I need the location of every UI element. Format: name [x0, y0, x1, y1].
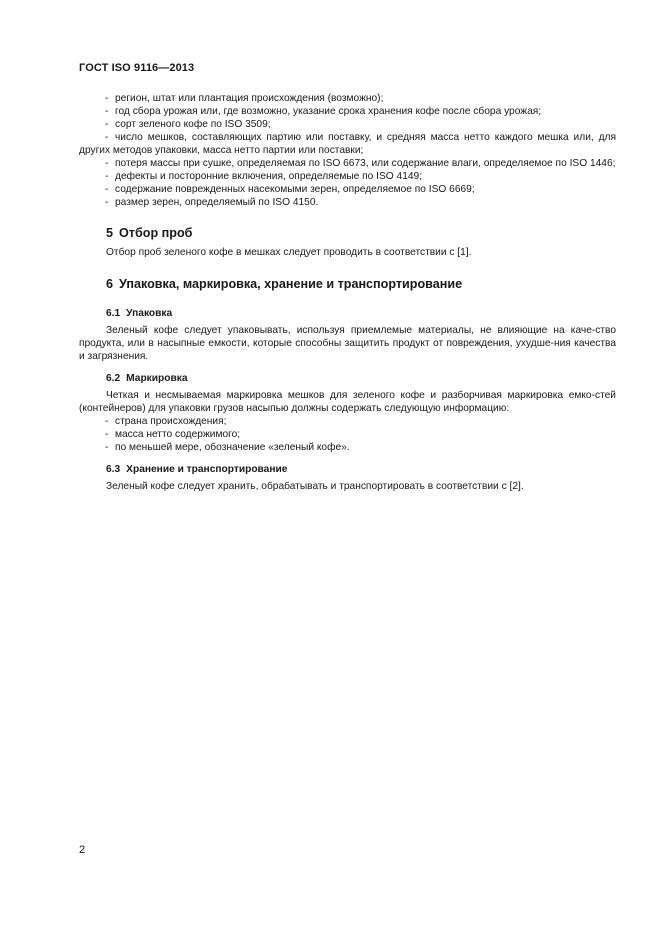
list-item-text: сорт зеленого кофе по ISO 3509;	[115, 119, 271, 130]
subsection-6-2-text: Четкая и несмываемая маркировка мешков для зеленого кофе и разборчивая маркировка емко-стей (контейнеров) для упаковки грузов насыпью должны содержать следующую информацию:	[79, 390, 616, 414]
list-item-text: число мешков, составляющих партию или поставку, и средняя масса нетто каждого мешка или, для других методов упаковки, масса нетто партии или поставки;	[79, 132, 616, 156]
section-number: 6	[106, 277, 114, 291]
section-6-heading	[79, 278, 616, 291]
dash-marker: -	[105, 132, 109, 143]
section-title: Отбор проб	[119, 226, 193, 240]
list-item-text: год сбора урожая или, где возможно, указание срока хранения кофе после сбора урожая;	[115, 106, 542, 117]
document-code-header: ГОСТ ISO 9116—2013	[79, 62, 195, 74]
section-title: Упаковка, маркировка, хранение и транспортирование	[119, 277, 463, 291]
list-item	[79, 131, 616, 157]
spacer	[79, 454, 616, 463]
dash-marker: -	[105, 429, 109, 440]
subsection-number: 6.2	[106, 373, 121, 384]
dash-marker: -	[105, 119, 109, 130]
list-item-text: потеря массы при сушке, определяемая по ISO 6673, или содержание влаги, определяемое по ISO 1446;	[115, 158, 616, 169]
list-item	[79, 428, 616, 441]
list-item	[79, 92, 616, 105]
spacer	[79, 363, 616, 372]
list-item	[79, 157, 616, 170]
list-item	[79, 196, 616, 209]
list-item	[79, 170, 616, 183]
list-item-text: масса нетто содержимого;	[115, 429, 241, 440]
dash-marker: -	[105, 93, 109, 104]
document-body	[79, 92, 616, 493]
list-item	[79, 183, 616, 196]
list-item-text: регион, штат или плантация происхождения (возможно);	[115, 93, 384, 104]
subsection-number: 6.3	[106, 464, 121, 475]
list-item-text: содержание поврежденных насекомыми зерен, определяемое по ISO 6669;	[115, 184, 475, 195]
dash-marker: -	[105, 197, 109, 208]
dash-marker: -	[105, 442, 109, 453]
list-item	[79, 105, 616, 118]
list-item	[79, 415, 616, 428]
subsection-6-1-text: Зеленый кофе следует упаковывать, используя приемлемые материалы, не влияющие на каче-ство продукта, или в насыпные емкости, которые способны защитить продукт от повреждения, ухудше-ния качества и загрязнения.	[79, 325, 616, 362]
subsection-title: Маркировка	[126, 373, 188, 384]
subsection-title: Хранение и транспортирование	[126, 464, 288, 475]
list-item-text: по меньшей мере, обозначение «зеленый кофе».	[115, 442, 350, 453]
dash-marker: -	[105, 158, 109, 169]
subsection-6-1-heading	[79, 307, 616, 320]
marking-list	[79, 415, 616, 454]
list-item	[79, 441, 616, 454]
list-item-text: дефекты и посторонние включения, определяемые по ISO 4149;	[115, 171, 423, 182]
dash-marker: -	[105, 171, 109, 182]
subsection-number: 6.1	[106, 308, 121, 319]
section-5-text: Отбор проб зеленого кофе в мешках следует проводить в соответствии с [1].	[106, 247, 472, 258]
requirements-list	[79, 92, 616, 209]
page-number: 2	[79, 844, 86, 856]
subsection-6-3-text: Зеленый кофе следует хранить, обрабатывать и транспортировать в соответствии с [2].	[106, 481, 524, 492]
subsection-6-2-heading	[79, 372, 616, 385]
section-5-heading	[79, 227, 616, 240]
dash-marker: -	[105, 184, 109, 195]
list-item	[79, 118, 616, 131]
list-item-text: страна происхождения;	[115, 416, 227, 427]
dash-marker: -	[105, 106, 109, 117]
subsection-6-3-heading	[79, 463, 616, 476]
subsection-title: Упаковка	[126, 308, 173, 319]
section-number: 5	[106, 226, 114, 240]
dash-marker: -	[105, 416, 109, 427]
list-item-text: размер зерен, определяемый по ISO 4150.	[115, 197, 319, 208]
